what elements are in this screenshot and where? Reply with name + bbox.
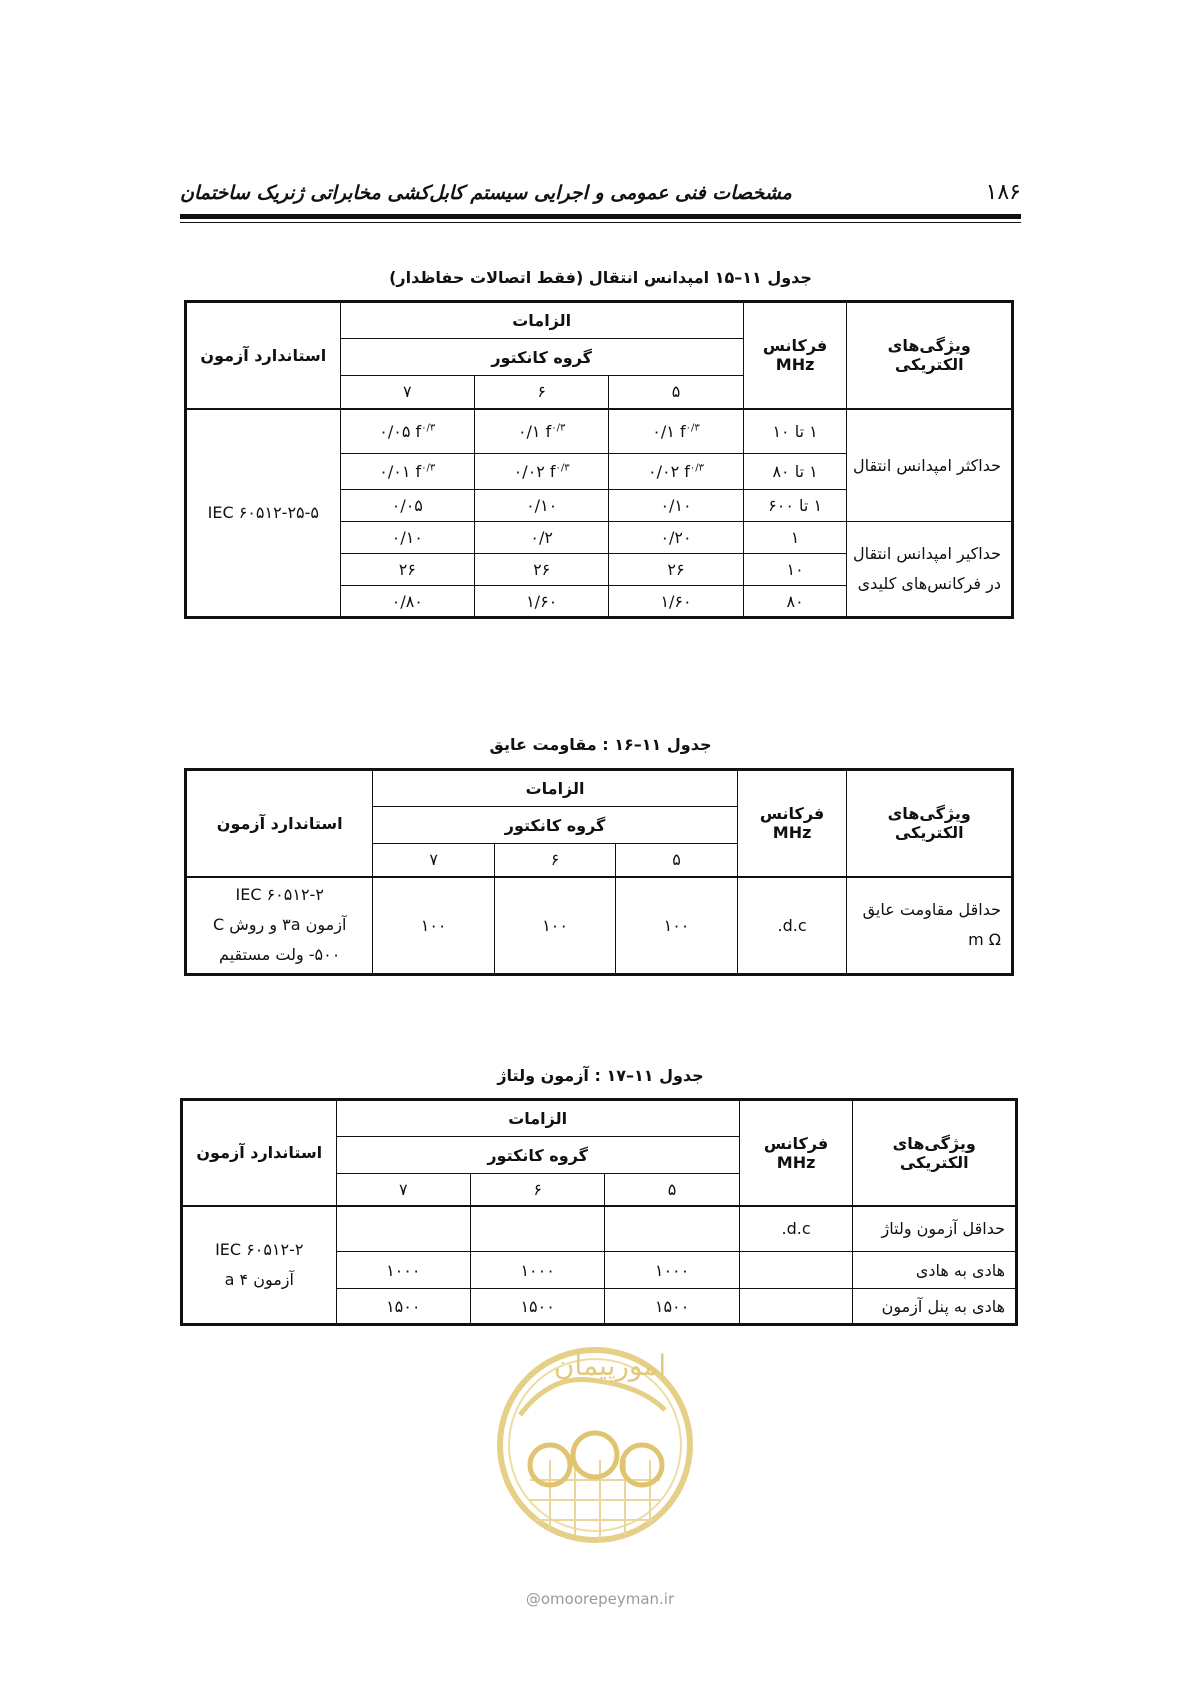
table-row	[186, 877, 1013, 975]
col-property-header: ویژگی‌های الکتریکی	[853, 1100, 1017, 1206]
table17-cell: ۱۰۰۰	[336, 1252, 470, 1289]
table15-cell: ۰/۰۵	[340, 490, 474, 522]
col-cat6-header: ۶	[470, 1174, 604, 1206]
col-property-header: ویژگی‌های الکتریکی	[847, 302, 1013, 409]
table15-cell: ۲۶	[474, 554, 608, 586]
table17-cell	[336, 1206, 470, 1252]
table17-cell	[470, 1206, 604, 1252]
table15-freq: ۸۰	[743, 586, 847, 618]
col-requirements-header: الزامات	[340, 302, 743, 339]
col-cat7-header: ۷	[340, 376, 474, 409]
col-cat7-header: ۷	[373, 844, 494, 877]
watermark-logo	[490, 1330, 700, 1570]
table15-cell: $f^{۰/۳}$ ۰/۰۲	[609, 454, 743, 490]
header-rule	[180, 214, 1021, 219]
watermark-logo-text: امورپیمان	[553, 1349, 667, 1382]
table17-property: هادی به هادی	[853, 1252, 1017, 1289]
header-rule-thin	[180, 222, 1021, 223]
col-frequency-header: فرکانس MHz	[739, 1100, 853, 1206]
col-cat5-header: ۵	[616, 844, 737, 877]
table15-standard: IEC ۶۰۵۱۲-۲۵-۵	[186, 409, 341, 618]
table17-cell: ۱۵۰۰	[470, 1289, 604, 1325]
table15-cell: ۰/۸۰	[340, 586, 474, 618]
col-group-header: گروه کانکتور	[373, 807, 737, 844]
table15-cell: $f^{۰/۳}$ ۰/۰۲	[474, 454, 608, 490]
table15-freq: ۱ تا ۶۰۰	[743, 490, 847, 522]
table17-property: حداقل آزمون ولتاژ	[853, 1206, 1017, 1252]
table15-cell: ۱/۶۰	[474, 586, 608, 618]
col-standard-header: استاندارد آزمون	[182, 1100, 337, 1206]
col-cat7-header: ۷	[336, 1174, 470, 1206]
table16	[184, 768, 1014, 976]
watermark-url: @omoorepeyman.ir	[525, 1590, 675, 1608]
table15-freq: ۱ تا ۱۰	[743, 409, 847, 454]
table15-cell: $f^{۰/۳}$ ۰/۰۵	[340, 409, 474, 454]
table15-group1-label: حداکثر امپدانس انتقال	[847, 409, 1013, 522]
col-group-header: گروه کانکتور	[336, 1137, 739, 1174]
col-cat6-header: ۶	[494, 844, 615, 877]
table15-cell: ۲۶	[340, 554, 474, 586]
table-row	[186, 409, 1013, 454]
table17	[180, 1098, 1018, 1326]
table15-cell: ۰/۲	[474, 522, 608, 554]
table15-cell: ۰/۱۰	[340, 522, 474, 554]
col-requirements-header: الزامات	[373, 770, 737, 807]
table17-cell: ۱۵۰۰	[336, 1289, 470, 1325]
table15-freq: ۱۰	[743, 554, 847, 586]
col-group-header: گروه کانکتور	[340, 339, 743, 376]
col-cat5-header: ۵	[605, 1174, 739, 1206]
table17-freq	[739, 1252, 853, 1289]
table17-cell: ۱۰۰۰	[605, 1252, 739, 1289]
table17-cell	[605, 1206, 739, 1252]
running-title: مشخصات فنی عمومی و اجرایی سیستم کابل‌کشی مخابراتی ژنریک ساختمان	[180, 182, 792, 204]
table15-caption: جدول ۱۱–۱۵ امپدانس انتقال (فقط اتصالات حفاظدار)	[389, 268, 812, 287]
col-frequency-header: فرکانس MHz	[737, 770, 847, 877]
col-standard-header: استاندارد آزمون	[186, 302, 341, 409]
table15	[184, 300, 1014, 619]
col-standard-header: استاندارد آزمون	[186, 770, 373, 877]
table15-cell: $f^{۰/۳}$ ۰/۱	[474, 409, 608, 454]
table15-freq: ۱ تا ۸۰	[743, 454, 847, 490]
table17-freq	[739, 1289, 853, 1325]
col-cat5-header: ۵	[609, 376, 743, 409]
table16-cell: ۱۰۰	[494, 877, 615, 975]
table16-standard: IEC ۶۰۵۱۲-۲ آزمون ۳a و روش C ۵۰۰- ولت مستقیم	[186, 877, 373, 975]
page-number: ۱۸۶	[985, 180, 1021, 205]
col-frequency-header: فرکانس MHz	[743, 302, 847, 409]
table-row	[182, 1206, 1017, 1252]
table15-cell: ۰/۱۰	[474, 490, 608, 522]
table16-property: حداقل مقاومت عایق m Ω	[847, 877, 1013, 975]
col-cat6-header: ۶	[474, 376, 608, 409]
col-requirements-header: الزامات	[336, 1100, 739, 1137]
col-property-header: ویژگی‌های الکتریکی	[847, 770, 1013, 877]
table16-cell: ۱۰۰	[373, 877, 494, 975]
table15-group2-label: حداکیر امپدانس انتقال در فرکانس‌های کلیدی	[847, 522, 1013, 618]
table15-cell: ۰/۱۰	[609, 490, 743, 522]
table17-caption: جدول ۱۱–۱۷ : آزمون ولتاژ	[497, 1066, 704, 1085]
table15-cell: ۱/۶۰	[609, 586, 743, 618]
table15-cell: $f^{۰/۳}$ ۰/۰۱	[340, 454, 474, 490]
table15-cell: ۲۶	[609, 554, 743, 586]
table15-cell: $f^{۰/۳}$ ۰/۱	[609, 409, 743, 454]
table17-cell: ۱۰۰۰	[470, 1252, 604, 1289]
table17-property: هادی به پنل آزمون	[853, 1289, 1017, 1325]
table15-cell: ۰/۲۰	[609, 522, 743, 554]
table17-freq: d.c.	[739, 1206, 853, 1252]
table16-cell: ۱۰۰	[616, 877, 737, 975]
table16-freq: d.c.	[737, 877, 847, 975]
table17-standard: IEC ۶۰۵۱۲-۲ آزمون ۴ a	[182, 1206, 337, 1325]
table15-freq: ۱	[743, 522, 847, 554]
table16-caption: جدول ۱۱–۱۶ : مقاومت عایق	[489, 735, 712, 754]
table17-cell: ۱۵۰۰	[605, 1289, 739, 1325]
